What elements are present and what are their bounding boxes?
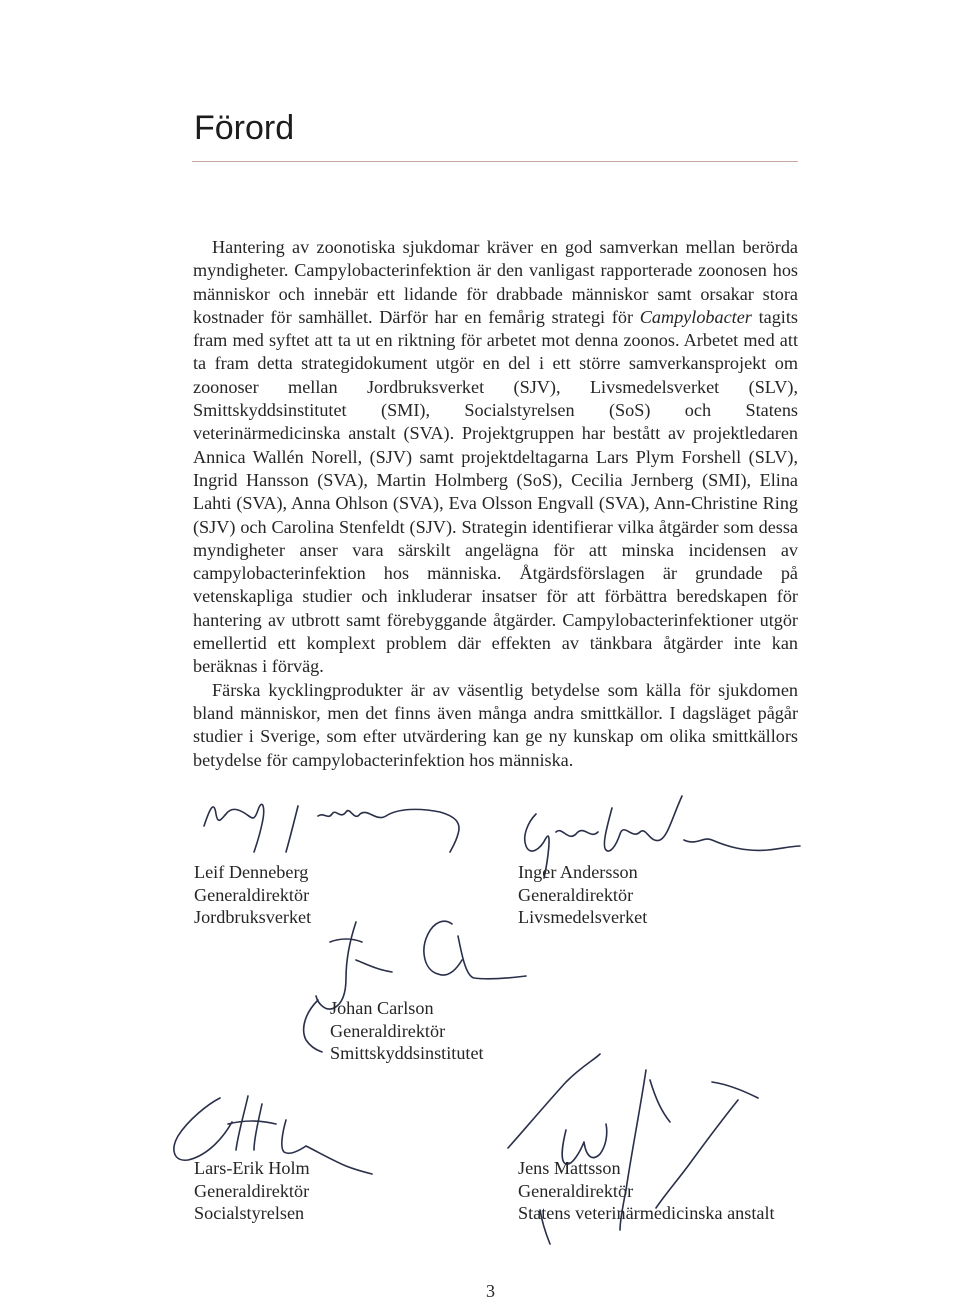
- signatory-name: Lars-Erik Holm: [194, 1158, 310, 1178]
- signatory-agency: Livsmedelsverket: [518, 907, 648, 927]
- signatory-name: Johan Carlson: [330, 998, 434, 1018]
- signatory-title: Generaldirektör: [518, 1180, 634, 1201]
- signatory-agency: Smittskyddsinstitutet: [330, 1043, 484, 1063]
- signatory-name: Jens Mattsson: [518, 1158, 621, 1178]
- signatory-name: Inger Andersson: [518, 862, 638, 882]
- title-divider: [192, 161, 798, 162]
- signatory-title: Generaldirektör: [330, 1020, 446, 1041]
- signatory-block-jordbruksverket: [194, 861, 311, 929]
- signatory-agency: Statens veterinärmedicinska anstalt: [518, 1203, 775, 1223]
- signatory-block-smittskyddsinstitutet: [330, 997, 484, 1065]
- paragraph-1-text-a: Hantering av zoonotiska sjukdomar kräver en god samverkan mellan berörda myndigheter. Campylobacterinfektion är den vanligast rapporterade zoonosen hos människor och innebär ett lidande för drabbade människor samt orsakar stora kostnader för samhället. Därför har en femårig strategi för: [193, 237, 798, 327]
- signatory-block-livsmedelsverket: [518, 861, 647, 929]
- genus-name-italic: Campylobacter: [639, 306, 752, 327]
- signature-denneberg: [204, 804, 459, 852]
- paragraph-1-text-b: tagits fram med syftet att ta ut en riktning för arbetet mot denna zoonos. Arbetet med att ta fram detta strategidokument utgör en del i ett större samverkansprojekt om zoonoser mellan Jordbruksverket (SJV), Livsmedelsverket (SLV), Smittskyddsinstitutet (SMI), Socialstyrelsen (SoS) och Statens veterinärmedicinska anstalt (SVA). Projektgruppen har bestått av projektledaren Annica Wallén Norell, (SJV) samt projektdeltagarna Lars Plym Forshell (SLV), Ingrid Hansson (SVA), Martin Holmberg (SoS), Cecilia Jernberg (SMI), Elina Lahti (SVA), Anna Ohlson (SVA), Eva Olsson Engvall (SVA), Ann-Christine Ring (SJV) och Carolina Stenfeldt (SJV). Strategin identifierar vilka åtgärder som dessa myndigheter anser vara särskilt angelägna för att minska incidensen av campylobacterinfektion hos människa. Åtgärdsförslagen är grundade på vetenskapliga studier och inkluderar insatser för att förbättra beredskapen för hantering av utbrott samt förebyggande åtgärder. Campylobacterinfektioner utgör emellertid ett komplext problem där effekten av tänkbara åtgärder inte kan beräknas i förväg.: [193, 306, 798, 677]
- page-number: 3: [486, 1281, 495, 1301]
- page-title: Förord: [194, 109, 295, 147]
- signatory-name: Leif Denneberg: [194, 862, 309, 882]
- signatory-title: Generaldirektör: [518, 884, 634, 905]
- paragraph-2: Färska kycklingprodukter är av väsentlig betydelse som källa för sjukdomen bland människor, men det finns även många andra smittkällor. I dagsläget pågår studier i Sverige, som efter utvärdering kan ge ny kunskap om olika smittkällors betydelse för campylobacterinfektion hos människa.: [193, 679, 798, 770]
- foreword-body: [193, 236, 798, 772]
- signatory-agency: Socialstyrelsen: [194, 1203, 305, 1223]
- signatory-agency: Jordbruksverket: [194, 907, 312, 927]
- paragraph-1: [193, 236, 798, 679]
- signatory-title: Generaldirektör: [194, 1180, 310, 1201]
- signatory-title: Generaldirektör: [194, 884, 310, 905]
- signatory-block-sva: [518, 1157, 775, 1225]
- signatory-block-socialstyrelsen: [194, 1157, 310, 1225]
